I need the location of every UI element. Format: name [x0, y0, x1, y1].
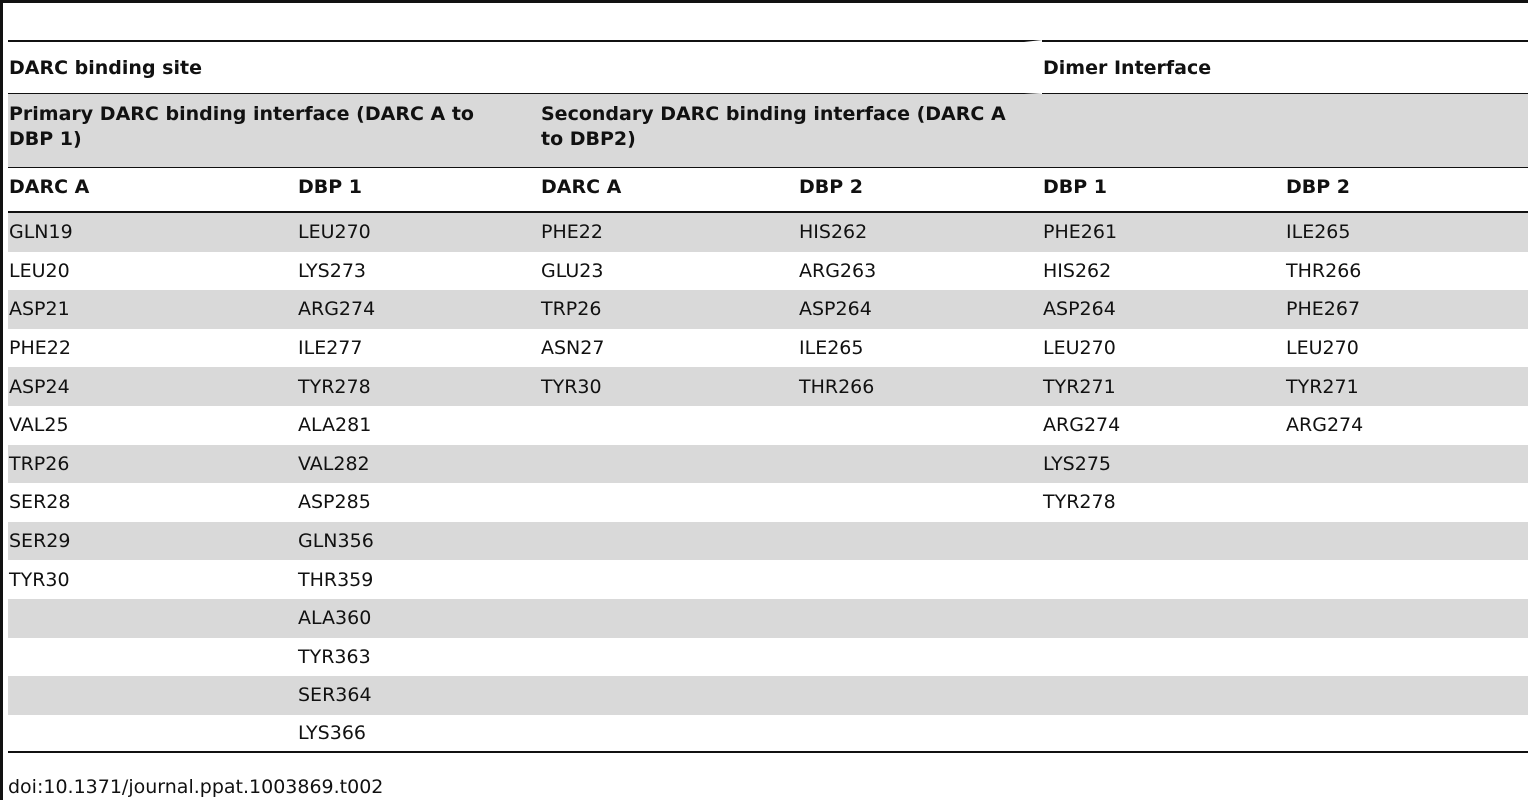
table-cell: LEU270: [1043, 337, 1116, 360]
table-cell: TYR278: [1043, 491, 1116, 514]
column-header-dbp1-primary: DBP 1: [297, 167, 540, 213]
column-header-darc-a-primary: DARC A: [8, 167, 297, 213]
table-cell: TYR271: [1285, 367, 1528, 406]
table-cell: SER29: [8, 522, 297, 561]
table-row: [8, 715, 1528, 754]
table-cell: SER28: [9, 491, 71, 514]
table-row: [8, 560, 1528, 599]
table-cell: [1042, 599, 1285, 638]
table-cell: [1042, 715, 1285, 754]
table-row: [8, 213, 1528, 252]
column-header-dbp2-secondary: DBP 2: [798, 167, 1042, 213]
table-cell: [540, 445, 798, 484]
table-cell: TYR363: [298, 645, 371, 668]
interface-residues-table: [8, 40, 1528, 753]
table-row: [8, 599, 1528, 638]
table-cell: VAL282: [297, 445, 540, 484]
table-row: [8, 406, 1528, 445]
table-cell: [798, 599, 1042, 638]
table-cell: PHE22: [540, 213, 798, 252]
table-cell: [540, 599, 798, 638]
table-row: [8, 445, 1528, 484]
table-body: [8, 213, 1528, 753]
table-cell: [8, 638, 297, 677]
table-cell: LYS366: [297, 715, 540, 754]
table-cell: [798, 445, 1042, 484]
top-rule: [0, 0, 1528, 3]
table-cell: [8, 715, 297, 754]
table-cell: ALA281: [298, 414, 372, 437]
table-cell: [1042, 638, 1285, 677]
table-cell: LYS275: [1042, 445, 1285, 484]
table-cell: SER364: [297, 676, 540, 715]
table-cell: ARG274: [1286, 414, 1364, 437]
table-cell: HIS262: [1043, 259, 1112, 282]
table-cell: TYR30: [9, 568, 70, 591]
table-cell: [540, 638, 798, 677]
table-row: [8, 367, 1528, 406]
table-row: [8, 290, 1528, 329]
group-header-darc-binding-site: DARC binding site: [8, 40, 1042, 94]
table-cell: [8, 599, 297, 638]
column-header-dbp2-dimer: DBP 2: [1285, 167, 1528, 213]
table-cell: PHE22: [9, 337, 71, 360]
table-cell: LEU20: [9, 259, 70, 282]
table-cell: VAL25: [9, 414, 69, 437]
table-cell: THR266: [1286, 259, 1362, 282]
table-cell: HIS262: [798, 213, 1042, 252]
table-cell: [798, 638, 1042, 677]
table-cell: ILE277: [298, 337, 363, 360]
table-cell: TYR30: [540, 367, 798, 406]
table-cell: [1042, 522, 1285, 561]
table-row: [8, 252, 1528, 291]
table-cell: TRP26: [540, 290, 798, 329]
table-cell: GLN19: [8, 213, 297, 252]
table-cell: TRP26: [8, 445, 297, 484]
table-cell: ASP264: [1042, 290, 1285, 329]
doi-caption: doi:10.1371/journal.ppat.1003869.t002: [8, 776, 384, 798]
table-cell: [540, 522, 798, 561]
table-cell: THR359: [298, 568, 374, 591]
table-cell: ASP24: [8, 367, 297, 406]
table-cell: [1285, 483, 1528, 522]
table-cell: [540, 483, 798, 522]
table-cell: ILE265: [1285, 213, 1528, 252]
table-cell: [540, 676, 798, 715]
table-cell: [1042, 676, 1285, 715]
table-cell: TYR278: [297, 367, 540, 406]
table-cell: [1285, 522, 1528, 561]
table-cell: TYR271: [1042, 367, 1285, 406]
table-cell: ASP285: [298, 491, 371, 514]
table-row: [8, 522, 1528, 561]
table-cell: [1285, 638, 1528, 677]
table-cell: LYS273: [298, 259, 366, 282]
table-cell: [540, 715, 798, 754]
table-cell: [1042, 560, 1285, 599]
table-cell: [1285, 676, 1528, 715]
column-header-darc-a-secondary: DARC A: [540, 167, 798, 213]
table-row: [8, 329, 1528, 368]
table-cell: [540, 560, 798, 599]
table-cell: [8, 676, 297, 715]
table-cell: [798, 406, 1042, 445]
table-cell: LEU270: [297, 213, 540, 252]
table-cell: ARG274: [297, 290, 540, 329]
table-cell: ARG263: [799, 259, 877, 282]
group-header-dimer-interface: Dimer Interface: [1042, 40, 1528, 94]
table-cell: [1285, 715, 1528, 754]
table-row: [8, 483, 1528, 522]
table-cell: [1285, 599, 1528, 638]
table-cell: ILE265: [799, 337, 864, 360]
table-cell: PHE267: [1285, 290, 1528, 329]
table-cell: [798, 522, 1042, 561]
table-cell: ASP21: [8, 290, 297, 329]
table-cell: ASP264: [798, 290, 1042, 329]
table-cell: GLN356: [297, 522, 540, 561]
table-cell: [798, 715, 1042, 754]
table-cell: ASN27: [541, 337, 605, 360]
table-row: [8, 676, 1528, 715]
table-row: [8, 638, 1528, 677]
sub-header-primary-interface: Primary DARC binding interface (DARC A to DBP 1): [8, 94, 540, 167]
table-cell: THR266: [798, 367, 1042, 406]
sub-header-secondary-interface: Secondary DARC binding interface (DARC A to DBP2): [540, 94, 1042, 167]
table-cell: ARG274: [1043, 414, 1121, 437]
table-cell: [798, 483, 1042, 522]
table-cell: [798, 560, 1042, 599]
table-cell: [798, 676, 1042, 715]
table-cell: [540, 406, 798, 445]
table-cell: PHE261: [1042, 213, 1285, 252]
table-cell: [1285, 560, 1528, 599]
sub-header-dimer-blank: [1042, 94, 1528, 167]
table-cell: [1285, 445, 1528, 484]
column-header-dbp1-dimer: DBP 1: [1042, 167, 1285, 213]
table-cell: LEU270: [1286, 337, 1359, 360]
table-cell: ALA360: [297, 599, 540, 638]
table-cell: GLU23: [541, 259, 604, 282]
